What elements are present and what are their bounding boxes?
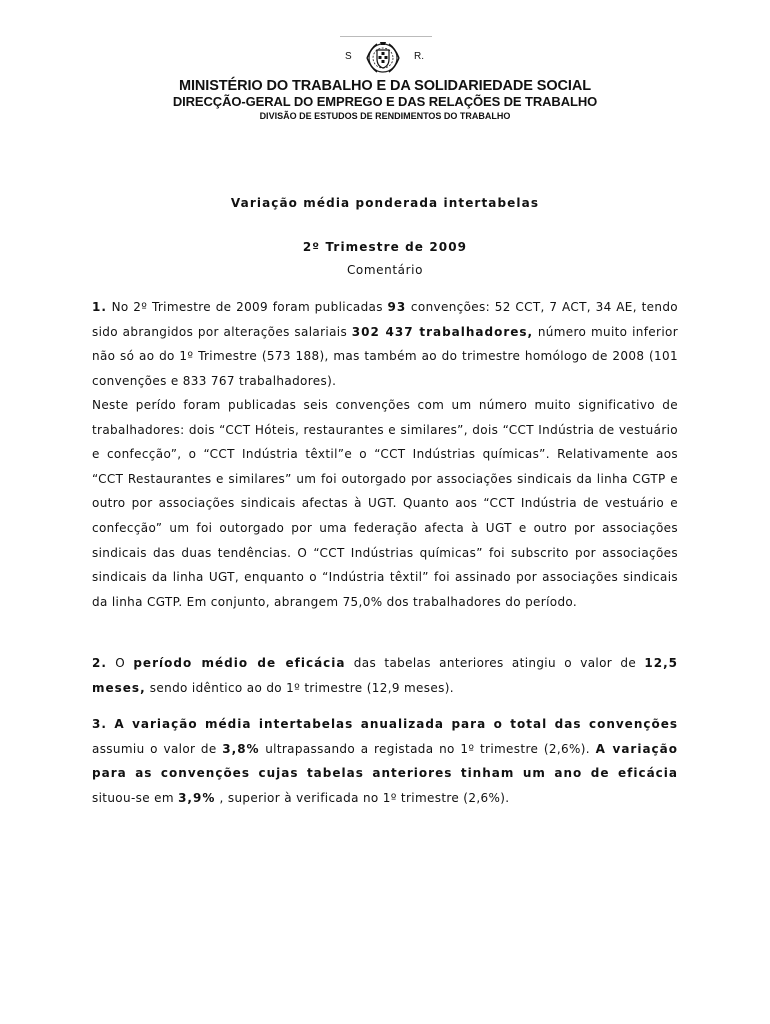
paragraph-3	[92, 712, 678, 810]
paragraph-text: O	[106, 656, 134, 670]
highlight-term: período médio de eficácia	[133, 656, 346, 670]
highlight-value: 12,5 meses,	[92, 656, 678, 695]
ministry-heading: MINISTÉRIO DO TRABALHO E DA SOLIDARIEDADE SOCIAL	[179, 78, 591, 94]
paragraph-text: No 2º Trimestre de 2009 foram publicadas	[106, 300, 388, 314]
paragraph-1	[92, 295, 678, 393]
highlight-value: 93	[387, 300, 407, 314]
paragraph-1-continuation: Neste perído foram publicadas seis convenções com um número muito significativo de trabalhadores: dois “CCT Hóteis, restaurantes e similares”, dois “CCT Indústria de vestuário e confecção”, o “CCT Indústria têxtil”e o “CCT Indústrias químicas”. Relativamente aos “CCT Restaurantes e similares” um foi outorgado por associações sindicais da linha CGTP e outro por associações sindicais afectas à UGT. Quanto aos “CCT Indústria de vestuário e confecção” um foi outorgado por uma federação afecta à UGT e outro por associações sindicais das duas tendências. O “CCT Indústrias químicas” foi subscrito por associações sindicais da linha UGT, enquanto o “Indústria têxtil” foi assinado por associações sindicais da linha CGTP. Em conjunto, abrangem 75,0% dos trabalhadores do período.	[92, 398, 678, 609]
directorate-heading: DIRECÇÃO-GERAL DO EMPREGO E DAS RELAÇÕES DE TRABALHO	[172, 94, 598, 109]
paragraph-text: sendo idêntico ao do 1º trimestre (12,9 meses).	[145, 680, 454, 695]
emblem-letter-s: S	[345, 51, 352, 62]
highlight-term: A variação para as convenções cujas tabelas anteriores tinham um ano de eficácia	[92, 741, 679, 781]
emblem-letter-r: R.	[414, 51, 424, 62]
paragraph-text: assumiu o valor de	[92, 741, 223, 756]
division-heading: DIVISÃO DE ESTUDOS DE RENDIMENTOS DO TRABALHO	[259, 111, 511, 121]
highlight-value: 3,8%	[222, 741, 260, 756]
paragraph-text: das tabelas anteriores atingiu o valor de	[345, 656, 645, 670]
paragraph-number: 1.	[92, 300, 107, 314]
paragraph-text: ultrapassando a registada no 1º trimestre (2,6%).	[259, 741, 596, 756]
highlight-term: 3. A variação média intertabelas anualizada para o total das convenções	[92, 717, 678, 731]
paragraph-text: número muito inferior não só ao do 1º Trimestre (573 188), mas também ao do trimestre homólogo de 2008 (101 convenções e 833 767 trabalhadores).	[92, 324, 678, 388]
paragraph-text: situou-se em	[92, 790, 179, 805]
highlight-value: 3,9%	[178, 790, 216, 805]
emblem-rule	[340, 36, 432, 37]
coat-of-arms-icon	[363, 40, 403, 76]
paragraph-2	[92, 651, 678, 700]
highlight-value: 302 437 trabalhadores,	[351, 324, 534, 339]
paragraph-text: convenções: 52 CCT, 7 ACT, 34 AE, tendo sido abrangidos por alterações salariais	[92, 300, 678, 339]
paragraph-number: 2.	[92, 656, 107, 670]
republic-emblem	[345, 40, 435, 76]
paragraph-text: , superior à verificada no 1º trimestre (2,6%).	[215, 790, 510, 805]
document-period: 2º Trimestre de 2009	[302, 240, 468, 254]
document-title: Variação média ponderada intertabelas	[230, 196, 540, 210]
section-heading: Comentário	[346, 263, 424, 277]
